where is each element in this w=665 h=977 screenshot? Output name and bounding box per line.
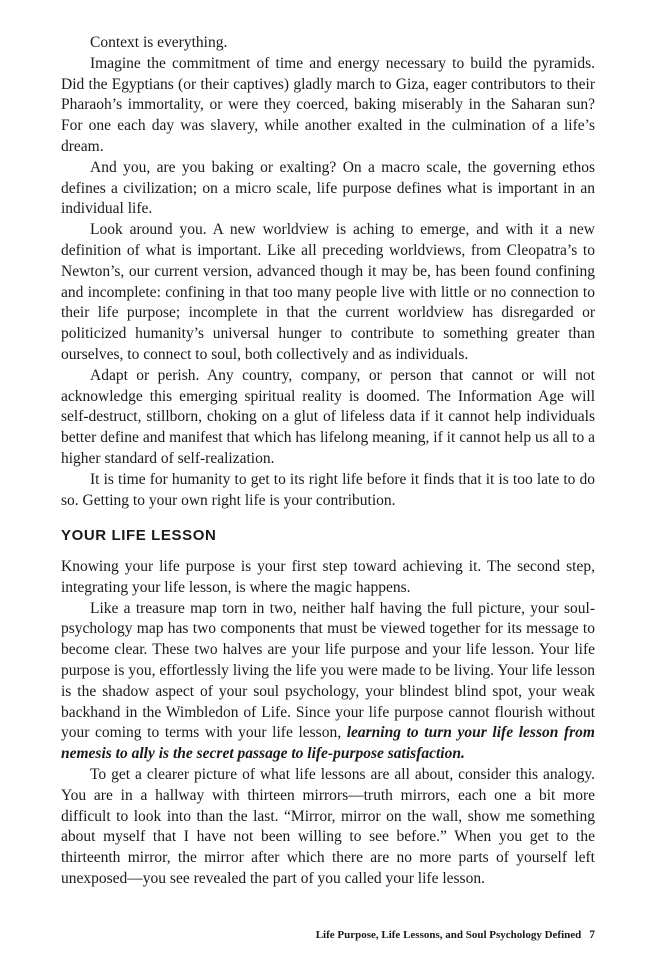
paragraph: Look around you. A new worldview is aching to emerge, and with it a new definition of what is important. Like all preceding worldviews, from Cleopatra’s to Newton’s, our current version, advanced though it may be, has been found confining and incomplete: confining in that too many people live with little or no connection to their life purpose; incomplete in that the current worldview has disregarded or politicized humanity’s universal hunger to contribute to something greater than ourselves, to connect to soul, both collectively and as individuals. <box>61 221 595 363</box>
body-text-bottom <box>61 557 595 890</box>
paragraph: It is time for humanity to get to its right life before it finds that it is too late to do so. Getting to your own right life is your contribution. <box>61 470 595 509</box>
page-footer <box>316 929 595 941</box>
body-text-top <box>61 33 595 511</box>
paragraph: Context is everything. <box>90 34 228 51</box>
section-heading: YOUR LIFE LESSON <box>61 527 217 544</box>
paragraph <box>61 599 595 765</box>
emphasized-text: learning to turn your life lesson from nemesis to ally is the secret passage to life-purpose satisfaction. <box>61 724 595 763</box>
paragraph-text: Like a treasure map torn in two, neither half having the full picture, your soul-psychology map has two components that must be viewed together for its message to become clear. These two halves are your life purpose and your life lesson. Your life purpose is you, effortlessly living the life you were made to be living. Your life lesson is the shadow aspect of your soul psychology, your blindest blind spot, your weak backhand in the Wimbledon of Life. Since your life purpose cannot flourish without your coming to terms with your life lesson, <box>61 599 595 742</box>
paragraph: To get a clearer picture of what life lessons are all about, consider this analogy. You are in a hallway with thirteen mirrors—truth mirrors, each one a bit more difficult to look into than the last. “Mirror, mirror on the wall, show me something about myself that I have not been willing to see before.” When you get to the thirteenth mirror, the mirror after which there are no more parts of yourself left unexposed—you see revealed the part of you called your life lesson. <box>61 765 595 887</box>
paragraph: And you, are you baking or exalting? On a macro scale, the governing ethos defines a civilization; on a micro scale, life purpose defines what is important in an individual life. <box>61 158 595 218</box>
running-head: Life Purpose, Life Lessons, and Soul Psychology Defined <box>315 929 582 941</box>
paragraph: Adapt or perish. Any country, company, or person that cannot or will not acknowledge this emerging spiritual reality is doomed. The Information Age will self-destruct, stillborn, choking on a glut of lifeless data if it cannot help individuals better define and manifest that which has lifelong meaning, if it cannot help us all to a higher standard of self-realization. <box>61 366 595 467</box>
page-number: 7 <box>589 929 595 941</box>
paragraph: Imagine the commitment of time and energy necessary to build the pyramids. Did the Egyptians (or their captives) gladly march to Giza, eager contributors to their Pharaoh’s immortality, or were they coerced, baking miserably in the Saharan sun? For one each day was slavery, while another exalted in the culmination of a life’s dream. <box>61 54 595 155</box>
paragraph: Knowing your life purpose is your first step toward achieving it. The second step, integrating your life lesson, is where the magic happens. <box>61 558 595 596</box>
